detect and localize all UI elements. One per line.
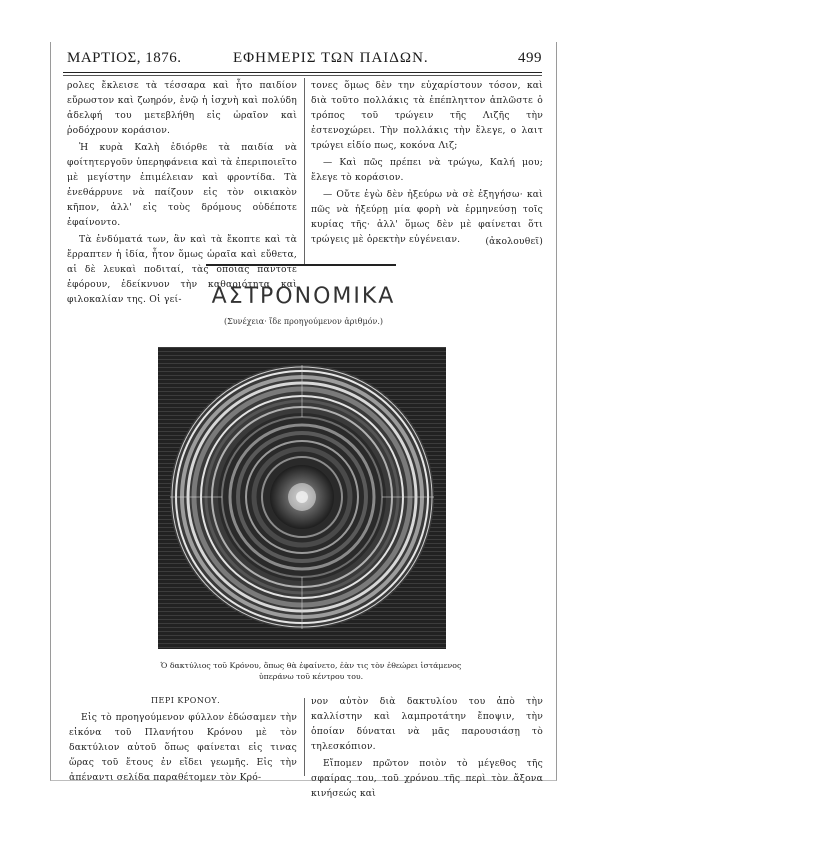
page-number: 499 <box>518 50 542 66</box>
figure-caption: Ὁ δακτύλιος τοῦ Κρόνου, ὅπως θὰ ἐφαίνετο, ἐὰν τις τὸν ἐθεώρει ἱστάμενος ὑπεράνω τοῦ κέντρου του. <box>160 661 462 681</box>
engraving-illustration <box>158 347 446 649</box>
section-heading: ΠΕΡΙ ΚΡΟΝΟΥ. <box>151 696 221 705</box>
saturn-rings-engraving <box>158 347 446 649</box>
article-subtitle: (Συνέχεια· ἴδε προηγούμενον ἀριθμόν.) <box>224 317 383 326</box>
header-publication-title: ΕΦΗΜΕΡΙΣ ΤΩΝ ΠΑΙΔΩΝ. <box>233 50 429 66</box>
section-separator <box>206 264 396 266</box>
continued-note: (ἀκολουθεῖ) <box>485 236 543 247</box>
paragraph: ρολες ἔκλεισε τὰ τέσσαρα καὶ ἦτο παιδίον εὔρωστον καὶ ζωηρόν, ἐνῷ ἡ ἰσχνὴ καὶ πολύδη ἀδελφή του μετεβλήθη εἰς ὡραῖον καὶ ῥοδόχρουν κοράσιον. <box>67 80 297 136</box>
page-header <box>63 50 542 72</box>
column-divider <box>304 698 305 776</box>
paragraph: — Καὶ πῶς πρέπει νὰ τρώγω, Καλή μου; ἔλεγε τὸ κοράσιον. <box>311 157 543 183</box>
paragraph: τονες ὅμως δὲν την εὐχαρίστουν τόσον, καὶ διὰ τοῦτο πολλάκις τὰ ἐπέπληττον ἀπλῶστε ὁ τρόπος τοῦ τρώγειν τῆς Λιζῆς τὴν ἐστενοχώρει. Τὴν πολλάκις τὴν ἔλεγε, ο λαιτ τρώγει εἰδίο πως, κοκόνα Λιζ; <box>311 80 543 151</box>
top-right-column <box>311 78 543 251</box>
newspaper-page <box>50 42 557 799</box>
header-rule <box>63 72 542 73</box>
article-title: ΑΣΤΡΟΝΟΜΙΚΑ <box>211 284 396 309</box>
bottom-right-column <box>311 694 543 803</box>
top-left-column <box>67 78 297 309</box>
header-date: ΜΑΡΤΙΟΣ, 1876. <box>67 50 182 66</box>
paragraph: Εἴπομεν πρῶτον ποιὸν τὸ μέγεθος τῆς σφαίρας του, τοῦ χρόνου τῆς περὶ τὸν ἄξονα κινήσεώς καὶ <box>311 758 543 799</box>
paragraph: νον αὐτὸν διὰ δακτυλίου του ἀπὸ τὴν καλλίστην καὶ λαμπροτάτην ἔποψιν, τὴν ὁποίαν δύναται νὰ μᾶς παρουσιάσῃ τὸ τηλεσκόπιον. <box>311 696 543 752</box>
paragraph: Τὰ ἐνδύματά των, ἂν καὶ τὰ ἔκοπτε καὶ τὰ ἔρραπτεν ἡ ἰδία, ἦτον ὅμως ὡραῖα καὶ εὔθετα, αἱ δὲ λευκαὶ ποδιταί, τὰς ὁποίας πάντοτε ἐφόρουν, ἐδείκνυον τὴν καθαριότητα καὶ φιλοκαλίαν της. Οἱ γεί- <box>67 234 297 305</box>
bottom-left-column <box>69 710 297 787</box>
paragraph: Εἰς τὸ προηγούμενον φύλλον ἐδώσαμεν τὴν εἰκόνα τοῦ Πλανήτου Κρόνου μὲ τὸν δακτύλιον αὐτοῦ ὅπως φαίνεται εἰς τινας ὥρας τοῦ ἔτους ἐν εἴδει γεωμῆς. Εἰς τὴν ἀπέναντι σελίδα παραθέτομεν τὸν Κρό- <box>69 712 297 783</box>
column-divider <box>304 78 305 264</box>
paragraph: — Οὔτε ἐγὼ δὲν ἠξεύρω νὰ σὲ ἐξηγήσω· καὶ πῶς νὰ ἠξεύρῃ μία φορὴ νὰ ἐρμηνεύσῃ τοῖς κυρίας τῆς· ἀλλ' ὅμως δὲν μὲ φαίνεται ὅτι τρώγεις μὲ ὀρεκτὴν εὐγένειαν. <box>311 189 543 245</box>
header-rule-secondary <box>63 75 542 76</box>
paragraph: Ἡ κυρὰ Καλὴ ἐδιόρθε τὰ παιδία νὰ φοίτητεργοῦν ὑπερηφάνεια καὶ τὰ ἐπεριποιεῖτο μὲ μεγίστην ἐπιμέλειαν καὶ φροντίδα. Τὰ ἐνεθάρρυνε νὰ παίζουν εἰς τὸν οικιακὸν κῆπον, ἀλλ' εἰς τοὺς δρόμους οὐδέποτε ἐφαίνοντο. <box>67 142 297 228</box>
